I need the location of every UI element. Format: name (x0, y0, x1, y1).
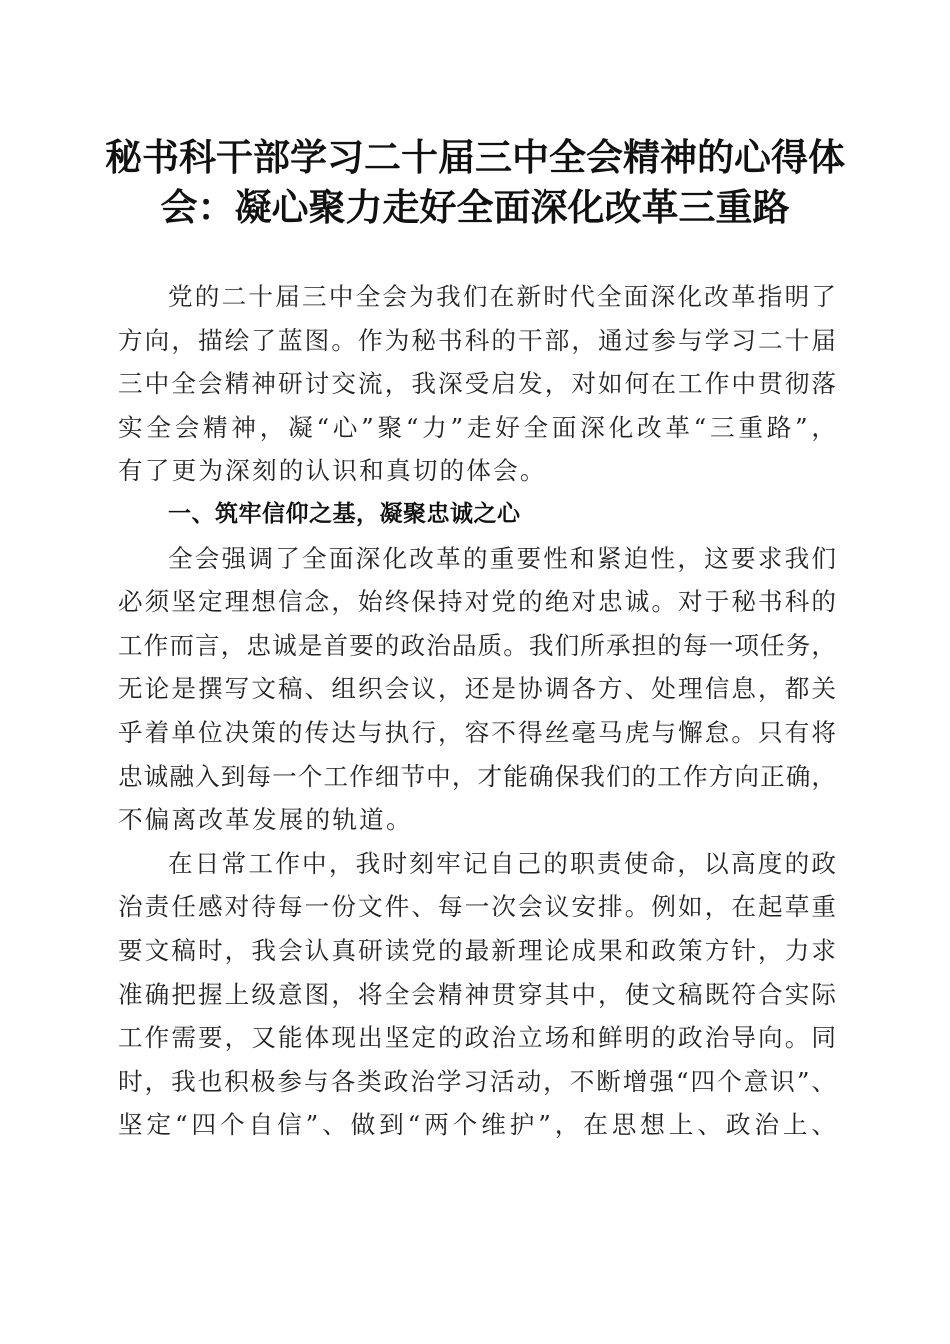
paragraph-line: 乎着单位决策的传达与执行，容不得丝毫马虎与懈怠。只有将 (118, 717, 836, 747)
paragraph-line: 时，我也积极参与各类政治学习活动，不断增强“四个意识”、 (118, 1066, 836, 1096)
paragraph-line: 要文稿时，我会认真研读党的最新理论成果和政策方针，力求 (118, 935, 836, 965)
paragraph-line: 在日常工作中，我时刻牢记自己的职责使命，以高度的政 (168, 848, 836, 878)
paragraph-line: 三中全会精神研讨交流，我深受启发，对如何在工作中贯彻落 (118, 369, 836, 399)
paragraph-line: 无论是撰写文稿、组织会议，还是协调各方、处理信息，都关 (118, 674, 836, 704)
paragraph-line: 治责任感对待每一份文件、每一次会议安排。例如，在起草重 (118, 892, 836, 922)
paragraph-line: 不偏离改革发展的轨道。 (118, 805, 413, 835)
paragraph-line: 工作而言，忠诚是首要的政治品质。我们所承担的每一项任务， (118, 630, 836, 660)
title-line-1: 秘书科干部学习二十届三中全会精神的心得体 (105, 135, 845, 179)
paragraph-line: 工作需要，又能体现出坚定的政治立场和鲜明的政治导向。同 (118, 1023, 836, 1053)
paragraph-line: 方向，描绘了蓝图。作为秘书科的干部，通过参与学习二十届 (118, 325, 836, 355)
paragraph-line: 必须坚定理想信念，始终保持对党的绝对忠诚。对于秘书科的 (118, 587, 836, 617)
section-heading: 一、筑牢信仰之基，凝聚忠诚之心 (168, 500, 521, 527)
document-body (118, 275, 836, 1147)
title-line-2: 会：凝心聚力走好全面深化改革三重路 (160, 185, 790, 229)
paragraph-line: 实全会精神，凝“心”聚“力”走好全面深化改革“三重路”， (118, 412, 836, 442)
paragraph-line: 党的二十届三中全会为我们在新时代全面深化改革指明了 (168, 282, 836, 311)
paragraph-line: 忠诚融入到每一个工作细节中，才能确保我们的工作方向正确， (118, 761, 836, 791)
paragraph-line: 坚定“四个自信”、做到“两个维护”，在思想上、政治上、 (118, 1110, 836, 1140)
paragraph-line: 全会强调了全面深化改革的重要性和紧迫性，这要求我们 (168, 543, 836, 573)
paragraph-line: 有了更为深刻的认识和真切的体会。 (118, 456, 547, 486)
paragraph-line: 准确把握上级意图，将全会精神贯穿其中，使文稿既符合实际 (118, 979, 836, 1009)
document-title (100, 132, 850, 232)
